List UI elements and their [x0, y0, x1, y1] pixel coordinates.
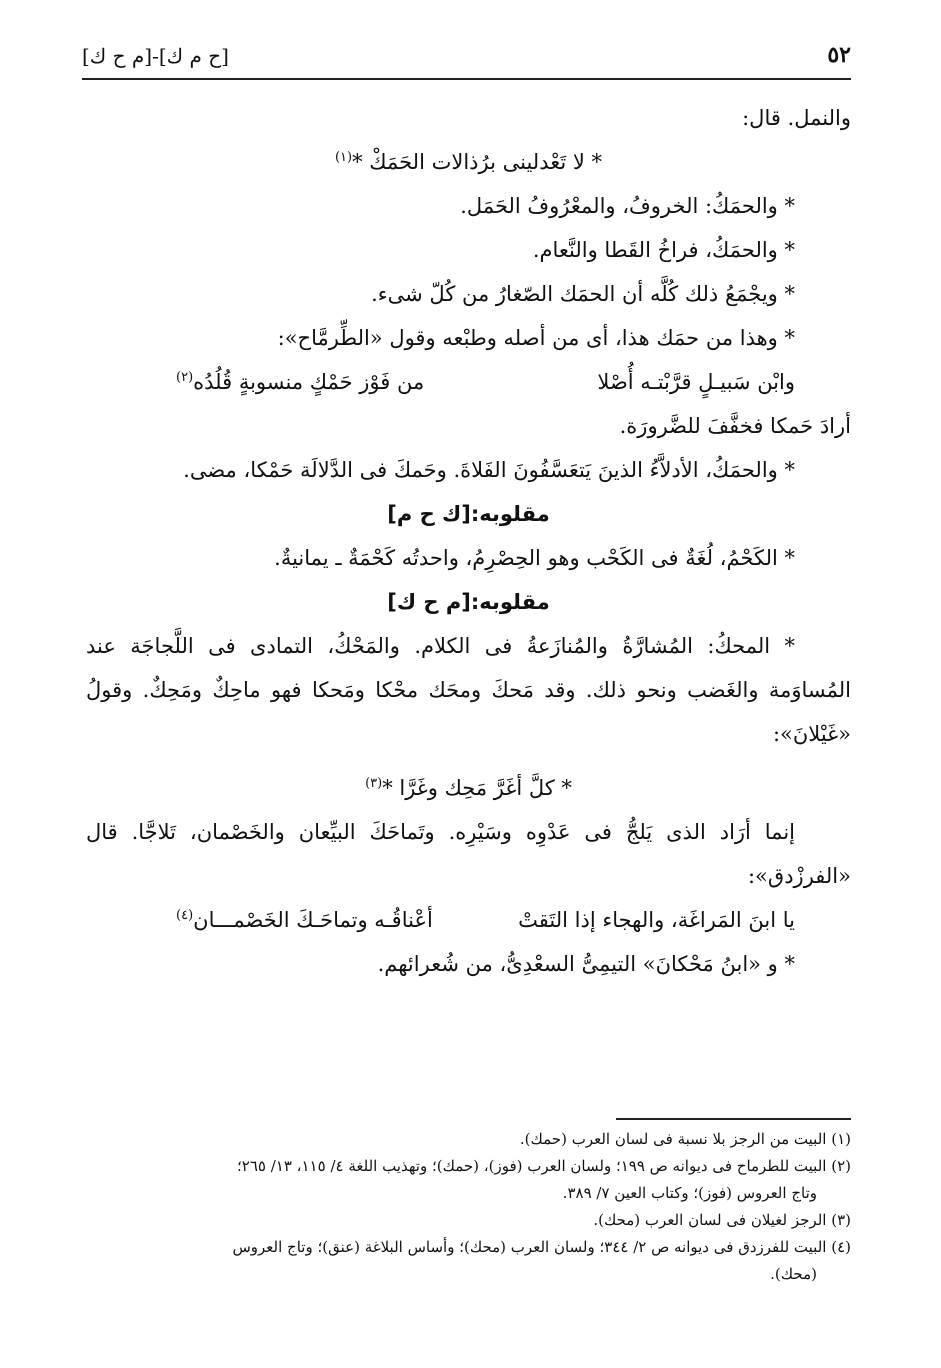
footnote-2-continued: وتاج العروس (فوز)؛ وكتاب العين ٧/ ٣٨٩.	[562, 1184, 817, 1202]
footnote-4-continued: (محك).	[770, 1265, 817, 1283]
entry-line: * والحمَكُ، فراخُ القَطا والنَّعام.	[532, 238, 795, 262]
footnote-3: (٣) الرجز لغيلان فى لسان العرب (محك).	[593, 1211, 851, 1229]
verse-hemistich-second: من فَوْز حَمْكٍ منسوبةٍ قُلُدُه(٢)	[176, 360, 424, 404]
verse-hemistich-first: وابْن سَبيـلٍ قرَّبْتـه أُصْلا	[597, 370, 795, 394]
footnote-ref[interactable]: (٣)	[365, 776, 383, 791]
text-line: والنمل. قال:	[742, 106, 851, 130]
footnote-divider	[616, 1118, 851, 1120]
text-line: أرادَ حَمكا فخفَّفَ للضَّرورَة.	[619, 414, 851, 438]
verse-hemistich-second: أعْناقُـه وتماحَـكَ الخَصْمـــان(٤)	[176, 898, 433, 942]
verse-text: من فَوْز حَمْكٍ منسوبةٍ قُلُدُه	[193, 370, 425, 394]
verse-line	[86, 360, 851, 404]
verse-line	[86, 898, 851, 942]
footnotes	[86, 1126, 851, 1288]
entry-line: * وهذا من حمَك هذا، أى من أصله وطبْعه وقول «الطِّرمَّاح»:	[277, 326, 795, 350]
footnote-ref[interactable]: (١)	[334, 150, 353, 165]
verse-text: أعْناقُـه وتماحَـكَ الخَصْمـــان	[193, 908, 433, 932]
entry-line: * الكَحْمُ، لُغَةٌ فى الكَحْب وهو الحِصْرِمُ، واحدتُه كَحْمَةٌ ـ يمانيةٌ.	[274, 546, 795, 570]
footnote-2: (٢) البيت للطرماح فى ديوانه ص ١٩٩؛ ولسان العرب (فوز)، (حمك)؛ وتهذيب اللغة ٤/ ١١٥، ١٣/ ٢٦٥؛	[236, 1157, 851, 1175]
page-number: ٥٢	[827, 42, 851, 68]
verse-hemistich-first: يا ابنَ المَراغَة، والهجاء إذا التَقتْ	[518, 908, 795, 932]
section-heading: مقلوبه:[م ح ك]	[387, 590, 550, 614]
main-text	[86, 96, 851, 986]
running-head	[82, 32, 851, 80]
section-heading: مقلوبه:[ك ح م]	[387, 502, 550, 526]
running-head-title: [ح م ك]-[م ح ك]	[82, 44, 229, 68]
entry-line: * و «ابنُ مَحْكانَ» التيمِىُّ السعْدِىُّ، من شُعرائهم.	[377, 952, 795, 976]
entry-paragraph: إنما أرَاد الذى يَلجُّ فى عَدْوِه وسَيْرِه. وتَماحَكَ البيِّعان والخَصْمان، تَلاجَّا. قال «الفرزْدق»:	[86, 820, 851, 888]
entry-paragraph: * المحكُ: المُشارَّةُ والمُنازَعةُ فى الكلام. والمَحْكُ، التمادى فى اللَّجاجَة عند المُساوَمة والغَضب ونحو ذلك. وقد مَحكَ ومحَك محْكا ومَحكا فهو ماحِكٌ ومَحِكٌ. وقولُ «غَيْلانَ»:	[86, 634, 851, 746]
entry-line: * ويجْمَعُ ذلك كُلَّه أن الحمَك الصّغارُ من كُلّ شىء.	[371, 282, 795, 306]
footnote-4: (٤) البيت للفرزدق فى ديوانه ص ٢/ ٣٤٤؛ ولسان العرب (محك)؛ وأساس البلاغة (عنق)؛ وتاج العروس	[232, 1238, 851, 1256]
entry-line: * والحمَكُ: الخروفُ، والمعْرُوفُ الحَمَل.	[460, 194, 795, 218]
rajaz-text: * كلَّ أغَرَّ مَحِك وغَرَّا *	[382, 776, 572, 800]
rajaz-line	[86, 140, 851, 184]
entry-line: * والحمَكُ، الأدلاَّءُ الذينَ يَتعَسَّفُونَ الفَلاةَ. وحَمكَ فى الدَّلالَة حَمْكا، مضى.	[183, 458, 795, 482]
footnote-1: (١) البيت من الرجز بلا نسبة فى لسان العرب (حمك).	[519, 1130, 851, 1148]
rajaz-line	[86, 766, 851, 810]
rajaz-text: * لا تَعْدلينى برُذالات الحَمَكْ *	[352, 150, 603, 174]
